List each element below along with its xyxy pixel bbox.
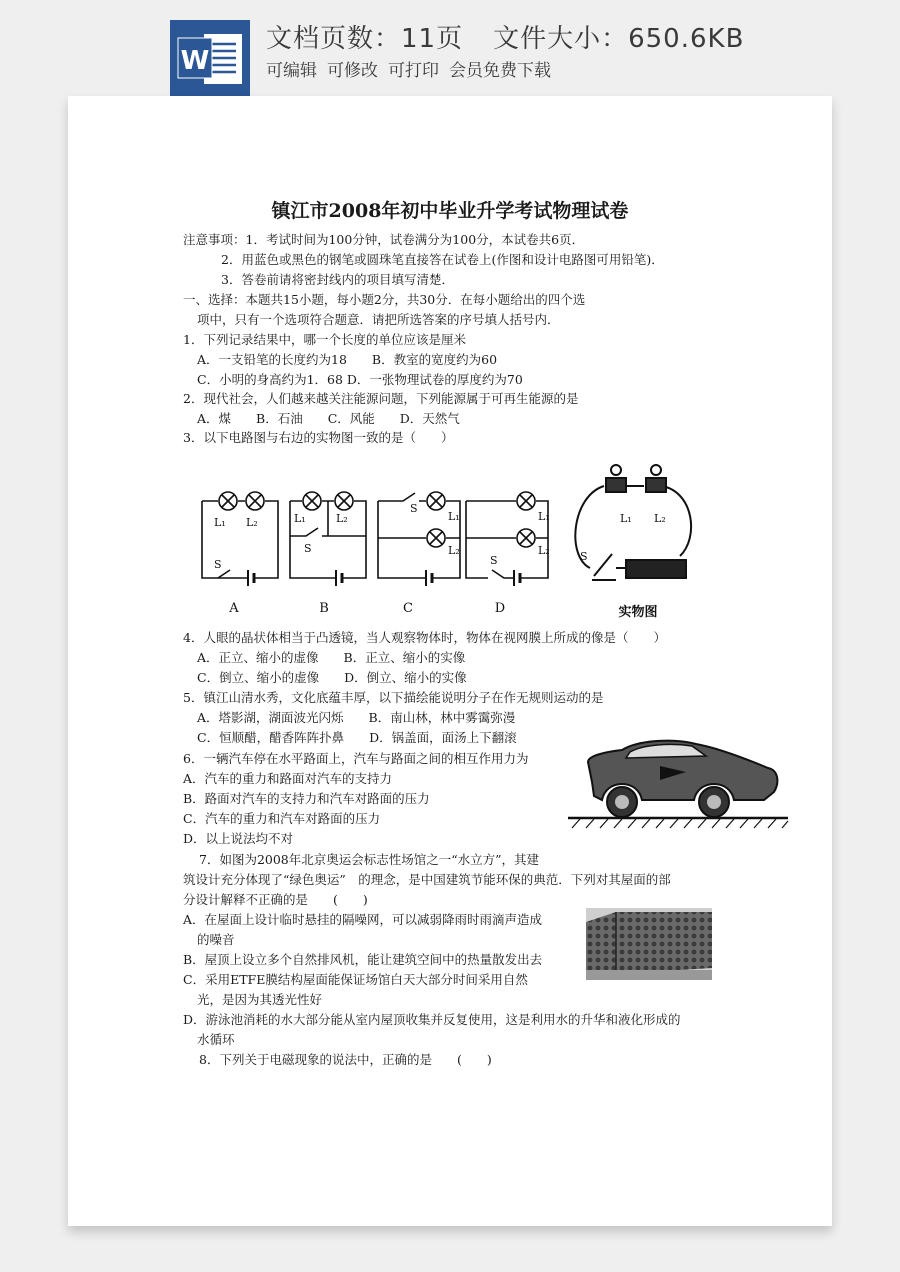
photo-l2-label: L₂ xyxy=(654,512,666,525)
circuit-c-l1-label: L₁ xyxy=(448,510,460,523)
circuit-a-s-label: S xyxy=(214,558,222,571)
circuit-b-label: B xyxy=(319,601,329,616)
physical-circuit-photo xyxy=(575,465,691,580)
circuit-c-label: C xyxy=(403,601,413,616)
note-2: 2．用蓝色或黑色的钢笔或圆珠笔直接答在试卷上(作图和设计电路图可用铅笔)． xyxy=(221,252,664,267)
q7-stem-2: 筑设计充分体现了“绿色奥运” 的理念，是中国建筑节能环保的典范．下列对其屋面的部 xyxy=(183,872,671,887)
q1-options-ab: A．一支铅笔的长度约为18 B．教室的宽度约为60 xyxy=(197,352,498,367)
page-title: 镇江市2008年初中毕业升学考试物理试卷 xyxy=(271,200,629,222)
circuit-a-diagram xyxy=(202,492,278,586)
circuit-a-label: A xyxy=(229,601,239,616)
photo-caption: 实物图 xyxy=(618,605,658,620)
circuit-c-s-label: S xyxy=(410,502,418,515)
q7-stem-1: 7．如图为2008年北京奥运会标志性场馆之一“水立方”，其建 xyxy=(199,852,540,867)
q1-options-cd: C．小明的身高约为1．68 D．一张物理试卷的厚度约为70 xyxy=(197,372,523,387)
q3-circuit-figure xyxy=(194,456,704,626)
document-page xyxy=(68,96,832,1226)
feature-editable: 可编辑 xyxy=(266,61,317,81)
q1-stem: 1．下列记录结果中，哪一个长度的单位应该是厘米 xyxy=(183,332,466,347)
q5-options-ab: A．塔影湖，湖面波光闪烁 B．南山林，林中雾霭弥漫 xyxy=(197,710,516,725)
q7-option-c: C．采用ETFE膜结构屋面能保证场馆白天大部分时间采用自然 xyxy=(183,972,528,987)
q5-stem: 5．镇江山清水秀，文化底蕴丰厚，以下描绘能说明分子在作无规则运动的是 xyxy=(183,690,604,705)
section-1-heading: 一、选择：本题共15小题，每小题2分，共30分．在每小题给出的四个选 xyxy=(183,292,586,307)
water-cube-photo xyxy=(586,908,712,980)
word-doc-icon xyxy=(170,20,250,96)
feature-list xyxy=(266,56,561,81)
circuit-b-s-label: S xyxy=(304,542,312,555)
circuit-a-l1-label: L₁ xyxy=(214,516,226,529)
q7-option-a-cont: 的噪音 xyxy=(197,932,235,947)
q6-option-a: A．汽车的重力和路面对汽车的支持力 xyxy=(183,771,393,786)
feature-printable: 可打印 xyxy=(388,61,439,81)
q6-option-c: C．汽车的重力和汽车对路面的压力 xyxy=(183,811,381,826)
q7-option-d-cont: 水循环 xyxy=(197,1032,235,1047)
q2-stem: 2．现代社会，人们越来越关注能源问题，下列能源属于可再生能源的是 xyxy=(183,391,579,406)
svg-text:W: W xyxy=(180,46,210,76)
photo-s-label: S xyxy=(580,550,588,563)
q3-stem: 3．以下电路图与右边的实物图一致的是（ ） xyxy=(183,430,454,445)
q4-options-cd: C．倒立、缩小的虚像 D．倒立、缩小的实像 xyxy=(197,670,467,685)
circuit-b-l1-label: L₁ xyxy=(294,512,306,525)
circuit-d-s-label: S xyxy=(490,554,498,567)
q7-stem-3: 分设计解释不正确的是 ( ) xyxy=(183,892,368,907)
q7-option-b: B．屋顶上设立多个自然排风机，能让建筑空间中的热量散发出去 xyxy=(183,952,543,967)
feature-modifiable: 可修改 xyxy=(327,61,378,81)
circuit-d-l1-label: L₁ xyxy=(538,510,550,523)
q8-stem: 8．下列关于电磁现象的说法中，正确的是 ( ) xyxy=(199,1052,492,1067)
note-1: 注意事项：1．考试时间为100分钟，试卷满分为100分，本试卷共6页． xyxy=(183,232,585,247)
q5-options-cd: C．恒顺醋，醋香阵阵扑鼻 D．锅盖面，面汤上下翻滚 xyxy=(197,730,517,745)
note-3: 3．答卷前请将密封线内的项目填写清楚． xyxy=(221,272,454,287)
circuit-d-label: D xyxy=(494,601,506,616)
circuit-b-diagram xyxy=(290,492,366,586)
q7-option-c-cont: 光，是因为其透光性好 xyxy=(197,992,323,1007)
q7-option-a: A．在屋面上设计临时悬挂的隔噪网，可以减弱降雨时雨滴声造成 xyxy=(183,912,543,927)
circuit-d-diagram xyxy=(466,492,548,586)
car-illustration xyxy=(568,734,792,830)
feature-member-download[interactable]: 会员免费下载 xyxy=(449,61,551,81)
q4-stem: 4．人眼的晶状体相当于凸透镜，当人观察物体时，物体在视网膜上所成的像是（ ） xyxy=(183,630,666,645)
page-count: 文档页数：11页 xyxy=(266,24,464,54)
photo-l1-label: L₁ xyxy=(620,512,632,525)
q6-option-b: B．路面对汽车的支持力和汽车对路面的压力 xyxy=(183,791,430,806)
circuit-c-diagram xyxy=(378,492,460,586)
q6-stem: 6．一辆汽车停在水平路面上，汽车与路面之间的相互作用力为 xyxy=(183,751,529,766)
circuit-c-l2-label: L₂ xyxy=(448,544,460,557)
q2-options: A．煤 B．石油 C．风能 D．天然气 xyxy=(197,411,460,426)
doc-info-line xyxy=(266,18,774,55)
section-1-heading-cont: 项中，只有一个选项符合题意．请把所选答案的序号填人括号内． xyxy=(197,312,560,327)
file-size: 文件大小：650.6KB xyxy=(493,24,745,54)
q6-option-d: D．以上说法均不对 xyxy=(183,831,294,846)
download-banner xyxy=(0,0,900,96)
q7-option-d: D．游泳池消耗的水大部分能从室内屋顶收集并反复使用，这是利用水的升华和液化形成的 xyxy=(183,1012,681,1027)
q4-options-ab: A．正立、缩小的虚像 B．正立、缩小的实像 xyxy=(197,650,466,665)
circuit-b-l2-label: L₂ xyxy=(336,512,348,525)
circuit-a-l2-label: L₂ xyxy=(246,516,258,529)
circuit-d-l2-label: L₂ xyxy=(538,544,550,557)
